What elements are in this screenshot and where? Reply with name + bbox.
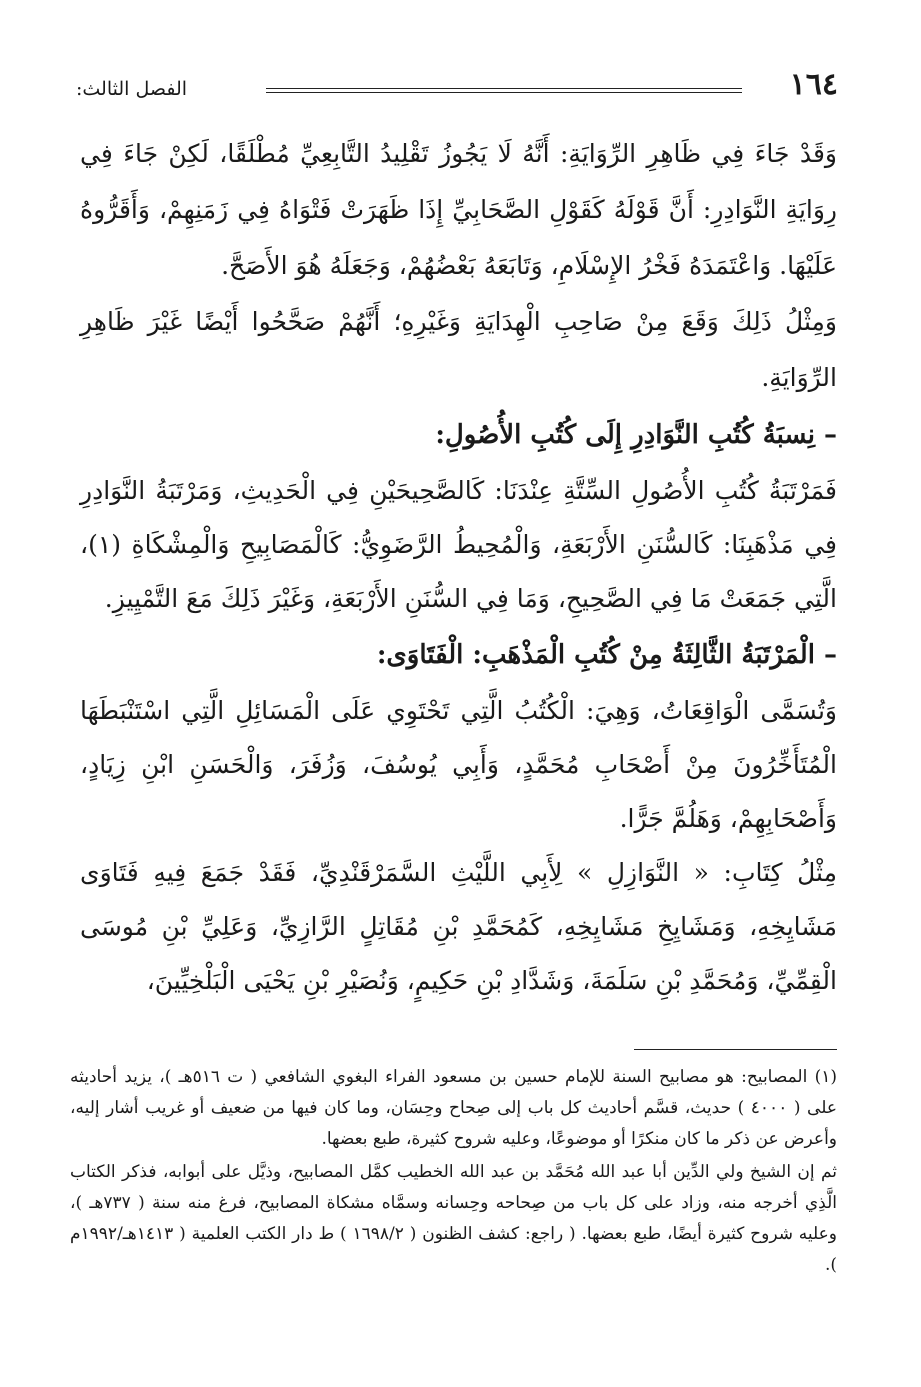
paragraph-3: فَمَرْتَبَةُ كُتُبِ الأُصُولِ السِّتَّةِ عِنْدَنَا: كَالصَّحِيحَيْنِ فِي الْحَدِيثِ، وَمَرْتَبَةُ النَّوَادِرِ فِي مَذْهَبِنَا: كَالسُّنَنِ الأَرْبَعَةِ، وَالْمُحِيطُ الرَّضَوِيُّ: كَالْمَصَابِيحِ وَالْمِشْكَاةِ (١)، الَّتِي جَمَعَتْ مَا فِي الصَّحِيحِ، وَمَا فِي السُّنَنِ الأَرْبَعَةِ، وَغَيْرَ ذَلِكَ مَعَ التَّمْيِيزِ. bbox=[80, 476, 837, 613]
chapter-title: الفصل الثالث: bbox=[76, 78, 188, 100]
footnote-2: ثم إن الشيخ ولي الدِّين أبا عبد الله مُحَمَّد بن عبد الله الخطيب كمَّل المصابيح، وذيَّل على أبوابه، فذكر الكتاب الَّذِي أخرجه منه، وزاد على كل باب من صِحاحه وحِسانه وسمَّاه مشكاة المصابيح، فرغ منه سنة ( ٧٣٧هـ )، وعليه شروح كثيرة أيضًا، طبع بعضها. ( راجع: كشف الظنون ( ١٦٩٨/٢ ) ط دار الكتب العلمية ( ١٤١٣هـ/١٩٩٢م ). bbox=[70, 1162, 838, 1275]
header-rule bbox=[266, 88, 742, 93]
paragraph-4: وَتُسَمَّى الْوَاقِعَاتُ، وَهِيَ: الْكُتُبُ الَّتِي تَحْتَوِي عَلَى الْمَسَائِلِ الَّتِي اسْتَنْبَطَهَا الْمُتَأَخِّرُونَ مِنْ أَصْحَابِ مُحَمَّدٍ، وَأَبِي يُوسُفَ، وَزُفَرَ، وَالْحَسَنِ ابْنِ زِيَادٍ، وَأَصْحَابِهِمْ، وَهَلُمَّ جَرًّا. bbox=[80, 696, 837, 833]
paragraph-2: وَمِثْلُ ذَلِكَ وَقَعَ مِنْ صَاحِبِ الْهِدَايَةِ وَغَيْرِهِ؛ أَنَّهُمْ صَحَّحُوا أَيْضًا غَيْرَ ظَاهِرِ الرِّوَايَةِ. bbox=[80, 307, 837, 392]
main-text bbox=[80, 126, 837, 1008]
paragraph-1: وَقَدْ جَاءَ فِي ظَاهِرِ الرِّوَايَةِ: أَنَّهُ لَا يَجُوزُ تَقْلِيدُ التَّابِعِيِّ مُطْلَقًا، لَكِنْ جَاءَ فِي رِوَايَةِ النَّوَادِرِ: أَنَّ قَوْلَهُ كَقَوْلِ الصَّحَابِيِّ إِذَا ظَهَرَتْ فَتْوَاهُ فِي زَمَنِهِمْ، وَأَقَرُّوهُ عَلَيْهَا. وَاعْتَمَدَهُ فَخْرُ الإِسْلَامِ، وَتَابَعَهُ بَعْضُهُمْ، وَجَعَلَهُ هُوَ الأَصَحَّ. bbox=[80, 139, 837, 280]
footnote-1: (١) المصابيح: هو مصابيح السنة للإمام حسين بن مسعود الفراء البغوي الشافعي ( ت ٥١٦هـ )، يزيد أحاديثه على ( ٤٠٠٠ ) حديث، قسَّم أحاديث كل باب إلى صِحاح وحِسَان، وما كان فيها من ضعيف أو غريب أشار إليه، وأعرض عن ذكر ما كان منكرًا أو موضوعًا، وعليه شروح كثيرة، طبع بعضها. bbox=[70, 1067, 838, 1149]
running-header bbox=[76, 67, 838, 104]
section-heading-1: – نِسبَةُ كُتُبِ النَّوَادِرِ إِلَى كُتُبِ الأُصُولِ: bbox=[435, 420, 837, 450]
section-heading-2: – الْمَرْتَبَةُ الثَّالِثَةُ مِنْ كُتُبِ الْمَذْهَبِ: الْفَتَاوَى: bbox=[376, 640, 837, 670]
page-number: ١٦٤ bbox=[789, 67, 838, 102]
paragraph-5: مِثْلُ كِتَابِ: « النَّوَازِلِ » لِأَبِي اللَّيْثِ السَّمَرْقَنْدِيِّ، فَقَدْ جَمَعَ فِيهِ فَتَاوَى مَشَايِخِهِ، وَمَشَايِخِ مَشَايِخِهِ، كَمُحَمَّدِ بْنِ مُقَاتِلٍ الرَّازِيِّ، وَعَلِيِّ بْنِ مُوسَى الْقِمِّيِّ، وَمُحَمَّدِ بْنِ سَلَمَةَ، وَشَدَّادِ بْنِ حَكِيمٍ، وَنُصَيْرِ بْنِ يَحْيَى الْبَلْخِيِّينَ، bbox=[80, 858, 837, 995]
footnote-separator bbox=[634, 1049, 837, 1050]
footnotes bbox=[70, 1062, 837, 1281]
